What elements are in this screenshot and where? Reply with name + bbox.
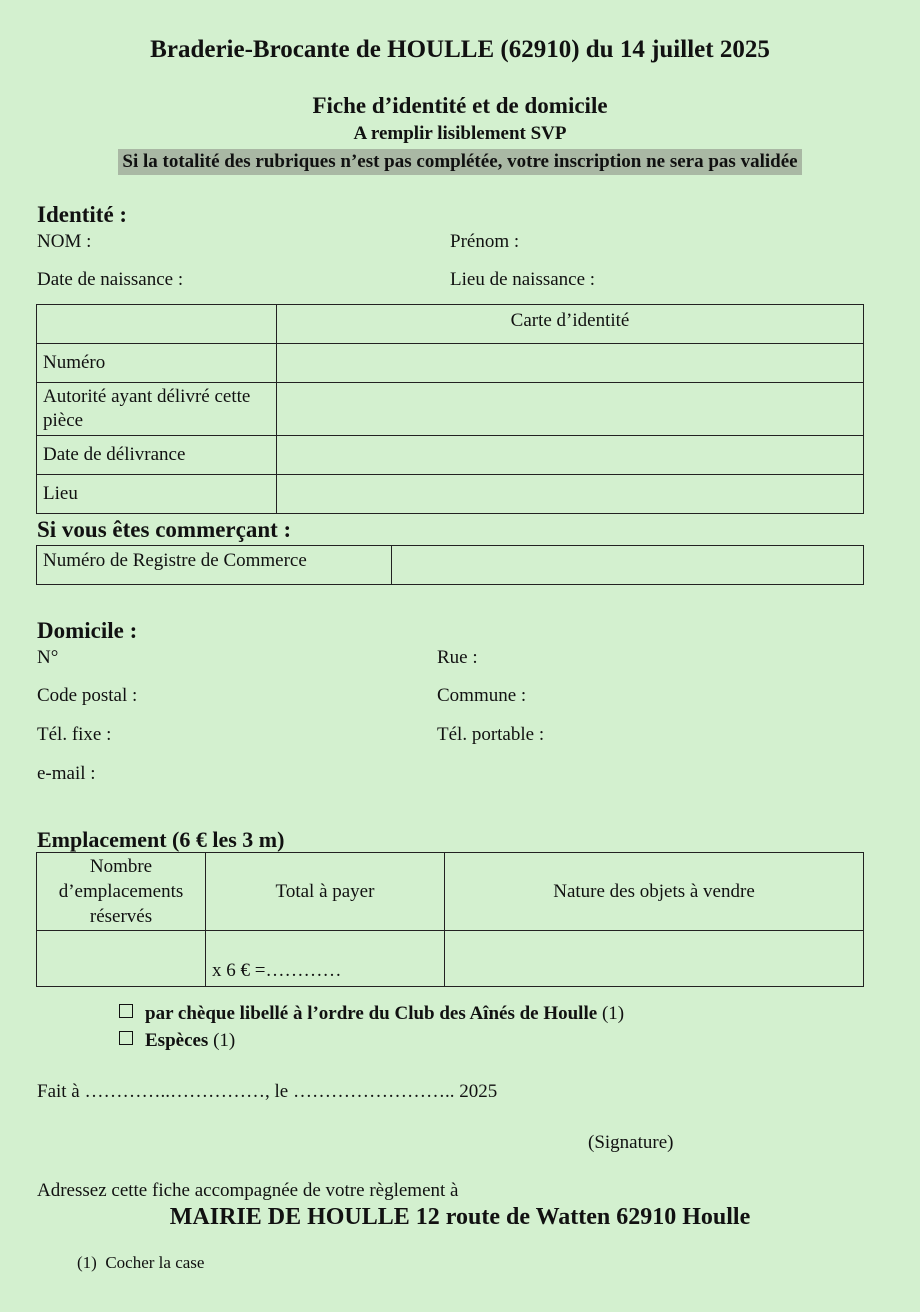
postal-code-label: Code postal : <box>37 685 138 706</box>
emplacement-heading: Emplacement (6 € les 3 m) <box>37 827 285 852</box>
signature-label: (Signature) <box>588 1132 674 1153</box>
slots-count-header: Nombre d’emplacements réservés <box>37 853 206 931</box>
warning-text: Si la totalité des rubriques n’est pas complétée, votre inscription ne sera pas validée <box>118 149 801 175</box>
cheque-option[interactable] <box>119 1003 624 1025</box>
especes-footnote-ref: (1) <box>213 1030 236 1051</box>
domicile-heading: Domicile : <box>37 618 138 643</box>
emplacement-table <box>36 852 864 987</box>
identity-heading: Identité : <box>37 202 128 227</box>
mairie-address: MAIRIE DE HOULLE 12 route de Watten 62910 Houlle <box>169 1204 751 1230</box>
id-card-table <box>36 304 864 514</box>
form-subtitle: Fiche d’identité et de domicile <box>312 93 608 118</box>
especes-option[interactable] <box>119 1030 235 1052</box>
id-number-field[interactable] <box>277 344 864 383</box>
prenom-label: Prénom : <box>450 231 520 252</box>
especes-checkbox[interactable] <box>119 1031 133 1045</box>
send-instruction: Adressez cette fiche accompagnée de votre règlement à <box>37 1180 459 1201</box>
id-number-label: Numéro <box>37 344 277 383</box>
form-title: Braderie-Brocante de HOULLE (62910) du 14 juillet 2025 <box>150 36 770 63</box>
landline-label: Tél. fixe : <box>37 724 112 745</box>
warning-banner <box>0 149 920 175</box>
especes-label: Espèces <box>145 1030 209 1051</box>
commune-label: Commune : <box>437 685 527 706</box>
slots-count-field[interactable] <box>37 931 206 987</box>
id-issue-place-label: Lieu <box>37 475 277 514</box>
id-card-blank-cell <box>37 305 277 344</box>
registre-label: Numéro de Registre de Commerce <box>37 546 392 585</box>
id-issue-date-field[interactable] <box>277 436 864 475</box>
street-label: Rue : <box>437 647 478 668</box>
house-number-label: N° <box>37 647 59 668</box>
id-authority-field[interactable] <box>277 383 864 436</box>
id-authority-label: Autorité ayant délivré cette pièce <box>37 383 277 436</box>
id-issue-date-label: Date de délivrance <box>37 436 277 475</box>
mobile-label: Tél. portable : <box>437 724 545 745</box>
total-formula[interactable]: x 6 € =………… <box>206 931 445 987</box>
goods-nature-header: Nature des objets à vendre <box>445 853 864 931</box>
total-header: Total à payer <box>206 853 445 931</box>
registre-field[interactable] <box>392 546 864 585</box>
footnote-number: (1) <box>77 1253 97 1272</box>
cheque-footnote-ref: (1) <box>601 1003 625 1024</box>
email-label: e-mail : <box>37 763 96 784</box>
cheque-checkbox[interactable] <box>119 1004 133 1018</box>
fait-a-line: Fait à …………..……………, le …………………….. 2025 <box>37 1081 498 1102</box>
footnote <box>77 1253 204 1273</box>
id-issue-place-field[interactable] <box>277 475 864 514</box>
cheque-label: par chèque libellé à l’ordre du Club des Aînés de Houlle <box>145 1003 598 1024</box>
footnote-text: Cocher la case <box>105 1253 205 1272</box>
fill-instruction: A remplir lisiblement SVP <box>353 123 567 144</box>
birth-date-label: Date de naissance : <box>37 269 184 290</box>
id-card-header: Carte d’identité <box>277 305 864 344</box>
birth-place-label: Lieu de naissance : <box>450 269 596 290</box>
nom-label: NOM : <box>37 231 92 252</box>
merchant-table <box>36 545 864 585</box>
merchant-heading: Si vous êtes commerçant : <box>37 517 292 542</box>
goods-nature-field[interactable] <box>445 931 864 987</box>
